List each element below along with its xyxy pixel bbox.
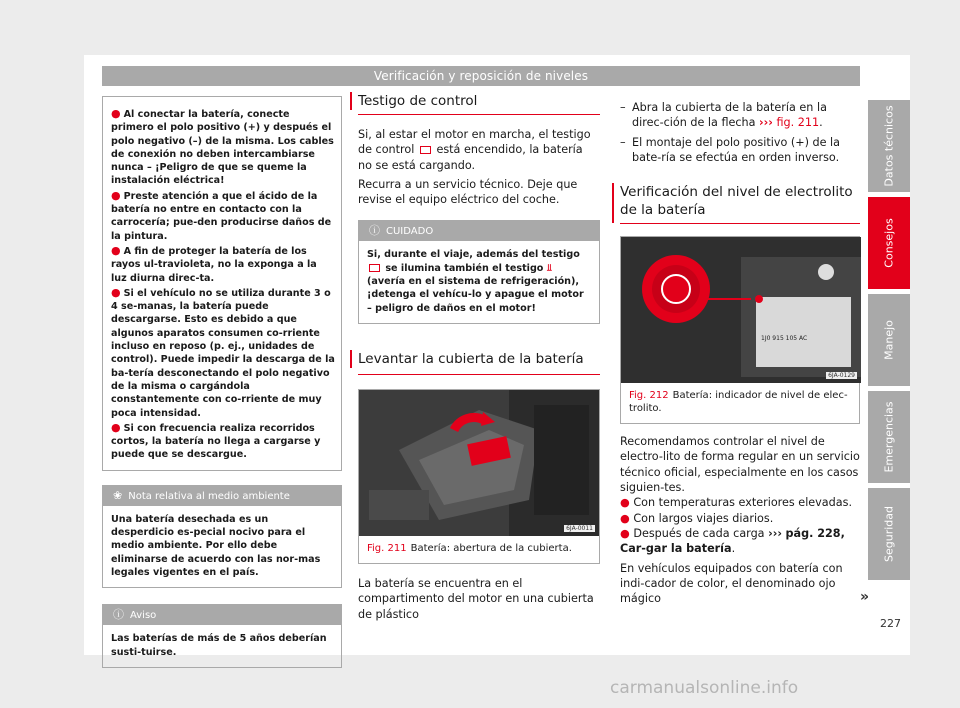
column-3 — [620, 100, 860, 606]
tab-seguridad[interactable]: Seguridad — [868, 488, 910, 580]
aviso-box — [102, 604, 342, 668]
column-2 — [358, 92, 600, 622]
battery-warning-icon — [369, 264, 380, 272]
paragraph: Si, al estar el motor en marcha, el testigo de control está encendido, la batería no se está cargando. — [358, 128, 591, 172]
paragraph: En vehículos equipados con batería con indi-cador de color, el denominado ojo mágico — [620, 561, 843, 606]
dash-item: – Abra la cubierta de la batería en la direc-ción de la flecha ››› fig. 211. — [620, 101, 827, 130]
paragraph: Recurra a un servicio técnico. Deje que revise el equipo eléctrico del coche. — [358, 177, 578, 207]
figure-211-caption: Fig. 211 Batería: abertura de la cubierta. — [367, 542, 572, 554]
page-reference-link[interactable]: pág. 228, Car-gar la batería — [620, 526, 845, 556]
paragraph: Recomendamos controlar el nivel de electro-lito de forma regular en un servicio técnico oficial, especialmente en los casos siguien-tes. — [620, 435, 860, 495]
section-title-testigo: Testigo de control — [358, 92, 600, 115]
environment-note-header: ❀ Nota relativa al medio ambiente — [103, 486, 341, 506]
warning-item: ● Si el vehículo no se utiliza durante 3 o 4 se-manas, la batería puede descargarse. Esto es debido a que algunos aparatos consumen co-rriente incluso en reposo (p. ej., unidades de control). Puede impedir la descarga de la ba-tería desconectando el polo negativo de la misma o cargándola constantemente con co-rriente de muy poca intensidad. — [111, 285, 335, 419]
environment-note-body: Una batería desechada es un desperdicio es-pecial nocivo para el medio ambiente. Por ello debe eliminarse de acuerdo con las nor-mas legales vigentes en el país. — [111, 513, 321, 578]
aviso-header: ⓘ Aviso — [103, 605, 341, 625]
figure-211-image — [359, 390, 599, 536]
caution-icon: ⓘ — [369, 224, 380, 238]
environment-note-box — [102, 485, 342, 588]
watermark: carmanualsonline.info — [610, 678, 799, 698]
battery-label: 1J0 915 105 AC — [761, 335, 808, 343]
tab-datos-tecnicos[interactable]: Datos técnicos — [868, 100, 910, 192]
paragraph: La batería se encuentra en el compartimento del motor en una cubierta de plástico — [358, 576, 594, 621]
warning-item: ● Al conectar la batería, conecte primero el polo positivo (+) y después el polo negativo (–) de la misma. Los cables de conexión no deben intercambiarse nunca – ¡Peligro de que se queme la instalación eléctrica! — [111, 107, 334, 187]
tab-consejos[interactable]: Consejos — [868, 197, 910, 289]
coolant-warning-icon: ⫫ — [546, 262, 553, 274]
warning-item: ● Preste atención a que el ácido de la batería no entre en contacto con la carrocería; pue-den producirse daños de la pintura. — [111, 188, 332, 242]
leaf-icon: ❀ — [113, 488, 123, 502]
figure-code: 6JA-0011 — [566, 524, 593, 532]
info-icon: ⓘ — [113, 608, 124, 622]
section-title-levantar: Levantar la cubierta de la batería — [358, 350, 600, 375]
cuidado-box — [358, 220, 600, 323]
cuidado-header: ⓘ CUIDADO — [359, 221, 599, 241]
engine-bay-illustration — [359, 390, 599, 536]
bullet-item: ● Con temperaturas exteriores elevadas. — [620, 496, 852, 510]
section-title-electrolito: Verificación del nivel de electrolito de la batería — [620, 183, 860, 224]
figure-212 — [620, 236, 860, 424]
battery-warning-icon — [420, 146, 431, 154]
figure-code: 6JA-0129 — [828, 372, 855, 380]
battery-illustration — [621, 237, 861, 383]
figure-212-image — [621, 237, 861, 383]
bullet-item: ● Después de cada carga ››› pág. 228, Car-gar la batería. — [620, 526, 845, 556]
tab-manejo[interactable]: Manejo — [868, 294, 910, 386]
dash-item: – El montaje del polo positivo (+) de la bate-ría se efectúa en orden inverso. — [620, 135, 841, 164]
page-header: Verificación y reposición de niveles — [102, 66, 860, 86]
figure-212-caption: Fig. 212 Batería: indicador de nivel de elec-trolito. — [629, 390, 848, 415]
figure-reference-link[interactable]: fig. 211 — [776, 116, 820, 130]
bullet-item: ● Con largos viajes diarios. — [620, 511, 774, 525]
column-1 — [102, 92, 342, 668]
cuidado-body: Si, durante el viaje, además del testigo se ilumina también el testigo ⫫ (avería en el sistema de refrigeración), ¡detenga el vehícu-lo y apague el motor – peligro de daños en el motor! — [367, 249, 584, 314]
figure-211 — [358, 389, 600, 564]
continued-arrow: » — [860, 589, 870, 605]
tab-emergencias[interactable]: Emergencias — [868, 391, 910, 483]
page-number: 227 — [880, 617, 901, 630]
warning-item: ● Si con frecuencia realiza recorridos cortos, la batería no llega a cargarse y puede que se descargue. — [111, 420, 321, 461]
aviso-body: Las baterías de más de 5 años deberían susti-tuirse. — [111, 633, 327, 658]
warning-box — [102, 96, 342, 471]
warning-item: ● A fin de proteger la batería de los rayos ul-travioleta, no la exponga a la luz diurna direc-ta. — [111, 243, 317, 284]
